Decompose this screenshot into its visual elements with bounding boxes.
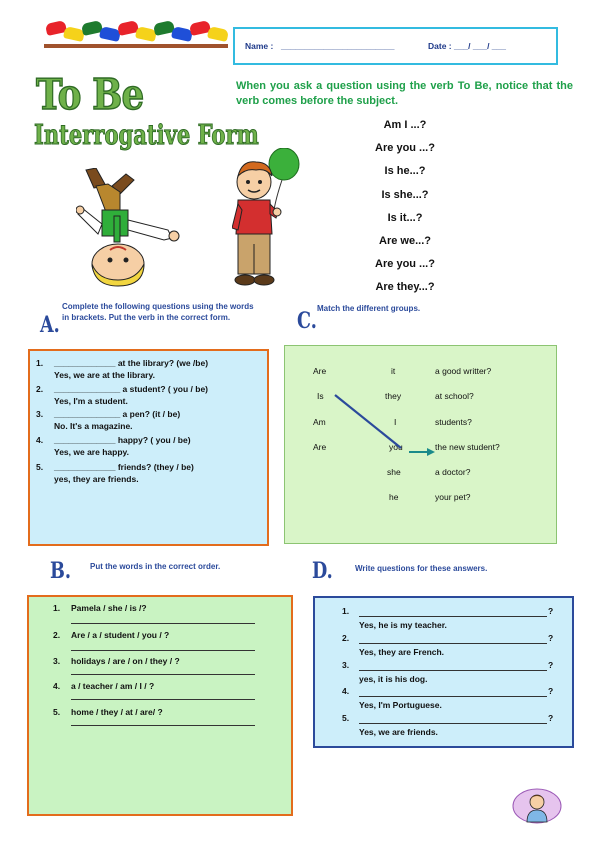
question-form: Is it...? bbox=[387, 211, 423, 224]
question-form: Are you ...? bbox=[375, 142, 435, 155]
list-item-number: 2. bbox=[342, 633, 350, 643]
list-item-number: 5. bbox=[342, 713, 350, 723]
match-verb[interactable]: Are bbox=[313, 366, 327, 376]
list-item-number: 2. bbox=[53, 630, 61, 640]
answer-text: Yes, we are happy. bbox=[54, 447, 129, 457]
match-subject[interactable]: it bbox=[391, 366, 396, 376]
question-forms-list bbox=[340, 119, 470, 305]
answer-text: Yes, they are French. bbox=[359, 647, 445, 657]
answer-line[interactable] bbox=[71, 674, 255, 675]
question-line[interactable]: _____________ happy? ( you / be) bbox=[54, 435, 191, 445]
match-complement[interactable]: a doctor? bbox=[435, 467, 471, 477]
answer-text: yes, it is his dog. bbox=[359, 674, 428, 684]
page-subtitle: Interrogative Form bbox=[34, 120, 259, 151]
section-a-box bbox=[28, 349, 269, 546]
upside-down-kid-illustration bbox=[76, 168, 184, 288]
list-item-number: 4. bbox=[342, 686, 350, 696]
scrambled-words: Pamela / she / is /? bbox=[71, 603, 147, 613]
question-line[interactable] bbox=[359, 616, 547, 617]
section-a-letter: A. bbox=[40, 312, 60, 338]
list-item-number: 5. bbox=[53, 707, 61, 717]
answer-text: Yes, I'm Portuguese. bbox=[359, 700, 442, 710]
answer-text: Yes, he is my teacher. bbox=[359, 620, 447, 630]
question-mark: ? bbox=[548, 660, 554, 670]
answer-text: Yes, we are at the library. bbox=[54, 370, 155, 380]
page-title: To Be bbox=[36, 70, 144, 119]
intro-text: When you ask a question using the verb To Be, notice that the verb comes before the subject. bbox=[236, 80, 573, 107]
match-subject[interactable]: she bbox=[387, 467, 401, 477]
question-line[interactable]: ______________ a student? ( you / be) bbox=[54, 384, 209, 394]
question-line[interactable] bbox=[359, 670, 547, 671]
section-b-instruction: Put the words in the correct order. bbox=[90, 562, 221, 571]
question-form: Are you ...? bbox=[375, 258, 435, 271]
match-complement[interactable]: students? bbox=[435, 417, 472, 427]
section-b-box bbox=[27, 595, 293, 816]
answer-line[interactable] bbox=[71, 623, 255, 624]
section-b-letter: B. bbox=[50, 558, 72, 584]
list-item-number: 3. bbox=[53, 656, 61, 666]
match-subject[interactable]: they bbox=[385, 391, 402, 401]
question-mark: ? bbox=[548, 713, 554, 723]
match-verb[interactable]: Are bbox=[313, 442, 327, 452]
scrambled-words: Are / a / student / you / ? bbox=[71, 630, 170, 640]
list-item-number: 1. bbox=[53, 603, 61, 613]
answer-text: yes, they are friends. bbox=[54, 474, 139, 484]
match-verb[interactable]: Is bbox=[317, 391, 324, 401]
match-verb[interactable]: Am bbox=[313, 417, 326, 427]
question-form: Is he...? bbox=[384, 165, 426, 178]
question-form: Are we...? bbox=[379, 234, 431, 247]
match-subject[interactable]: you bbox=[389, 442, 403, 452]
scrambled-words: a / teacher / am / I / ? bbox=[71, 681, 155, 691]
question-line[interactable] bbox=[359, 723, 547, 724]
question-line[interactable]: ______________ a pen? (it / be) bbox=[54, 409, 181, 419]
list-item-number: 3. bbox=[342, 660, 350, 670]
match-complement[interactable]: at school? bbox=[435, 391, 474, 401]
section-c-letter: C. bbox=[297, 308, 317, 334]
answer-text: Yes, we are friends. bbox=[359, 727, 438, 737]
question-mark: ? bbox=[548, 633, 554, 643]
section-a-instruction: Complete the following questions using the words in brackets. Put the verb in the correct form. bbox=[62, 302, 254, 322]
answer-line[interactable] bbox=[71, 699, 255, 700]
name-label: Name : bbox=[245, 41, 274, 51]
name-field[interactable]: ________________________ bbox=[281, 41, 395, 51]
question-form: Are they...? bbox=[375, 281, 435, 294]
question-form: Am I ...? bbox=[383, 119, 427, 131]
match-subject[interactable]: he bbox=[389, 492, 399, 502]
question-line[interactable]: _____________ friends? (they / be) bbox=[54, 462, 194, 472]
list-item: 4. bbox=[36, 435, 44, 445]
boy-with-balloon-illustration bbox=[232, 148, 300, 288]
question-mark: ? bbox=[548, 606, 554, 616]
match-complement[interactable]: your pet? bbox=[435, 492, 471, 502]
answer-text: No. It's a magazine. bbox=[54, 421, 133, 431]
section-c-box bbox=[284, 345, 557, 544]
answer-line[interactable] bbox=[71, 650, 255, 651]
name-date-box bbox=[233, 27, 558, 65]
question-mark: ? bbox=[548, 686, 554, 696]
list-item: 5. bbox=[36, 462, 44, 472]
date-field[interactable]: Date : ___/ ___/ ___ bbox=[428, 41, 506, 51]
list-item: 2. bbox=[36, 384, 44, 394]
question-line[interactable] bbox=[359, 643, 547, 644]
match-complement[interactable]: a good writter? bbox=[435, 366, 492, 376]
decoration-bar bbox=[44, 44, 228, 48]
section-d-instruction: Write questions for these answers. bbox=[355, 564, 488, 573]
scrambled-words: holidays / are / on / they / ? bbox=[71, 656, 180, 666]
list-item-number: 1. bbox=[342, 606, 350, 616]
match-subject[interactable]: I bbox=[394, 417, 397, 427]
question-line[interactable] bbox=[359, 696, 547, 697]
list-item-number: 4. bbox=[53, 681, 61, 691]
match-complement[interactable]: the new student? bbox=[435, 442, 500, 452]
question-form: Is she...? bbox=[381, 188, 429, 201]
scrambled-words: home / they / at / are/ ? bbox=[71, 707, 163, 717]
section-d-letter: D. bbox=[312, 558, 333, 584]
teacher-logo-icon bbox=[512, 788, 562, 824]
section-c-instruction: Match the different groups. bbox=[317, 304, 421, 313]
answer-text: Yes, I'm a student. bbox=[54, 396, 128, 406]
answer-line[interactable] bbox=[71, 725, 255, 726]
section-d-box bbox=[313, 596, 574, 748]
question-line[interactable]: _____________ at the library? (we /be) bbox=[54, 358, 209, 368]
example-match-lines bbox=[285, 346, 558, 545]
footprint-icon bbox=[207, 26, 229, 42]
list-item: 3. bbox=[36, 409, 44, 419]
list-item: 1. bbox=[36, 358, 44, 368]
